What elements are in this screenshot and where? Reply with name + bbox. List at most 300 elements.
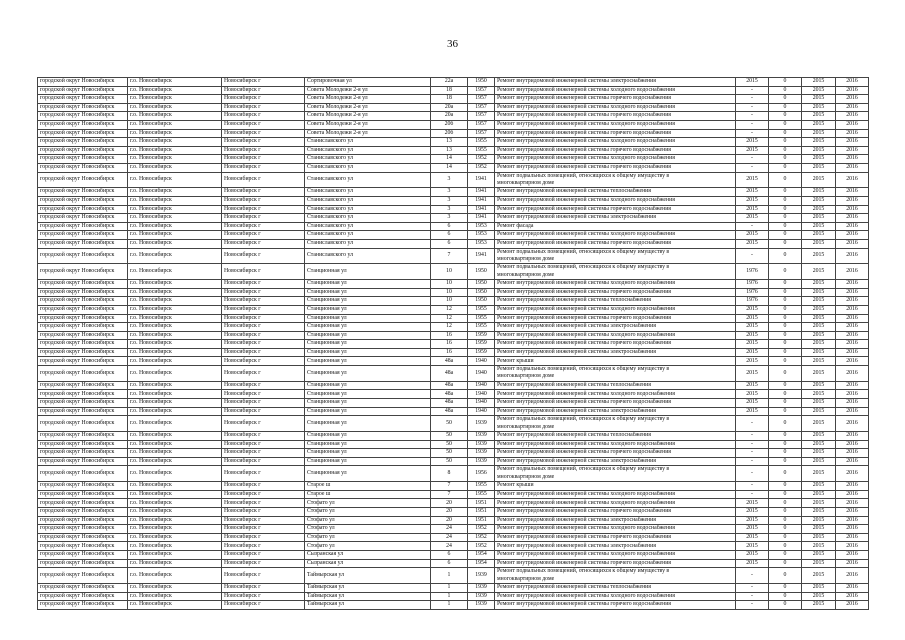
cell-city: Новосибирск г [222, 196, 305, 205]
cell-build-year: 1941 [468, 196, 495, 205]
cell-end-year: 2016 [836, 508, 869, 517]
cell-city: Новосибирск г [222, 172, 305, 188]
cell-district: городской округ Новосибирск [38, 163, 128, 172]
cell-municipality: г.о. Новосибирск [128, 288, 222, 297]
cell-prior-year: 2015 [736, 172, 769, 188]
cell-amount: 0 [769, 440, 802, 449]
cell-end-year: 2016 [836, 120, 869, 129]
cell-amount: 0 [769, 78, 802, 87]
cell-end-year: 2016 [836, 248, 869, 264]
table-row [38, 592, 869, 601]
cell-street: Станционная ул [305, 331, 431, 340]
cell-work-description: Ремонт подвальных помещений, относящихся к общему имуществу в многоквартирном доме [495, 248, 736, 264]
cell-district: городской округ Новосибирск [38, 466, 128, 482]
cell-street: Совета Молодежи 2-я ул [305, 86, 431, 95]
cell-prior-year: 2015 [736, 525, 769, 534]
cell-end-year: 2016 [836, 239, 869, 248]
table-row [38, 390, 869, 399]
cell-street: Совета Молодежи 2-я ул [305, 112, 431, 121]
cell-street: Стофато ул [305, 542, 431, 551]
cell-municipality: г.о. Новосибирск [128, 196, 222, 205]
cell-house-number: 20б [431, 129, 468, 138]
cell-street: Станиславского ул [305, 231, 431, 240]
cell-amount: 0 [769, 214, 802, 223]
cell-city: Новосибирск г [222, 559, 305, 568]
cell-street: Таймырская ул [305, 584, 431, 593]
cell-start-year: 2015 [802, 305, 836, 314]
cell-district: городской округ Новосибирск [38, 499, 128, 508]
cell-amount: 0 [769, 146, 802, 155]
cell-district: городской округ Новосибирск [38, 584, 128, 593]
cell-municipality: г.о. Новосибирск [128, 542, 222, 551]
cell-city: Новосибирск г [222, 239, 305, 248]
cell-city: Новосибирск г [222, 490, 305, 499]
cell-municipality: г.о. Новосибирск [128, 584, 222, 593]
cell-prior-year: 2015 [736, 407, 769, 416]
cell-house-number: 16 [431, 340, 468, 349]
cell-end-year: 2016 [836, 155, 869, 164]
cell-municipality: г.о. Новосибирск [128, 138, 222, 147]
cell-street: Сортировочная ул [305, 78, 431, 87]
cell-build-year: 1951 [468, 499, 495, 508]
cell-build-year: 1953 [468, 222, 495, 231]
cell-work-description: Ремонт внутридомовой инженерной системы теплоснабжения [495, 297, 736, 306]
cell-city: Новосибирск г [222, 482, 305, 491]
cell-district: городской округ Новосибирск [38, 416, 128, 432]
cell-build-year: 1950 [468, 297, 495, 306]
cell-prior-year: 2015 [736, 305, 769, 314]
table-row [38, 466, 869, 482]
cell-amount: 0 [769, 499, 802, 508]
cell-house-number: 10 [431, 288, 468, 297]
cell-build-year: 1955 [468, 305, 495, 314]
cell-prior-year: - [736, 155, 769, 164]
cell-district: городской округ Новосибирск [38, 222, 128, 231]
cell-district: городской округ Новосибирск [38, 138, 128, 147]
cell-street: Станционная ул [305, 449, 431, 458]
cell-district: городской округ Новосибирск [38, 559, 128, 568]
cell-build-year: 1939 [468, 584, 495, 593]
cell-city: Новосибирск г [222, 525, 305, 534]
cell-street: Станиславского ул [305, 138, 431, 147]
cell-work-description: Ремонт подвальных помещений, относящихся к общему имуществу в многоквартирном доме [495, 264, 736, 280]
cell-start-year: 2015 [802, 407, 836, 416]
cell-prior-year: 2015 [736, 331, 769, 340]
cell-municipality: г.о. Новосибирск [128, 490, 222, 499]
cell-municipality: г.о. Новосибирск [128, 533, 222, 542]
table-row [38, 288, 869, 297]
cell-amount: 0 [769, 399, 802, 408]
cell-work-description: Ремонт внутридомовой инженерной системы горячего водоснабжения [495, 205, 736, 214]
cell-district: городской округ Новосибирск [38, 551, 128, 560]
cell-build-year: 1939 [468, 568, 495, 584]
cell-house-number: 18 [431, 95, 468, 104]
table-row [38, 381, 869, 390]
cell-build-year: 1957 [468, 103, 495, 112]
table-row [38, 357, 869, 366]
cell-work-description: Ремонт внутридомовой инженерной системы холодного водоснабжения [495, 390, 736, 399]
cell-city: Новосибирск г [222, 214, 305, 223]
table-row [38, 584, 869, 593]
cell-municipality: г.о. Новосибирск [128, 112, 222, 121]
cell-house-number: 13 [431, 146, 468, 155]
cell-amount: 0 [769, 231, 802, 240]
cell-end-year: 2016 [836, 138, 869, 147]
cell-end-year: 2016 [836, 112, 869, 121]
cell-prior-year: 2015 [736, 390, 769, 399]
cell-work-description: Ремонт внутридомовой инженерной системы электроснабжения [495, 78, 736, 87]
cell-amount: 0 [769, 416, 802, 432]
cell-house-number: 16 [431, 331, 468, 340]
cell-prior-year: 2015 [736, 499, 769, 508]
cell-amount: 0 [769, 516, 802, 525]
cell-city: Новосибирск г [222, 348, 305, 357]
cell-prior-year: 1976 [736, 297, 769, 306]
cell-prior-year: - [736, 416, 769, 432]
cell-amount: 0 [769, 248, 802, 264]
cell-build-year: 1955 [468, 323, 495, 332]
cell-prior-year: 2015 [736, 78, 769, 87]
cell-start-year: 2015 [802, 466, 836, 482]
cell-work-description: Ремонт внутридомовой инженерной системы электроснабжения [495, 323, 736, 332]
cell-work-description: Ремонт внутридомовой инженерной системы теплоснабжения [495, 381, 736, 390]
cell-start-year: 2015 [802, 155, 836, 164]
cell-district: городской округ Новосибирск [38, 366, 128, 382]
cell-house-number: 48а [431, 366, 468, 382]
table-row [38, 449, 869, 458]
cell-start-year: 2015 [802, 525, 836, 534]
cell-amount: 0 [769, 86, 802, 95]
cell-city: Новосибирск г [222, 95, 305, 104]
cell-amount: 0 [769, 568, 802, 584]
cell-city: Новосибирск г [222, 305, 305, 314]
cell-municipality: г.о. Новосибирск [128, 331, 222, 340]
cell-street: Станционная ул [305, 297, 431, 306]
cell-street: Станционная ул [305, 407, 431, 416]
cell-build-year: 1957 [468, 86, 495, 95]
cell-municipality: г.о. Новосибирск [128, 568, 222, 584]
cell-start-year: 2015 [802, 390, 836, 399]
cell-start-year: 2015 [802, 120, 836, 129]
cell-house-number: 10 [431, 264, 468, 280]
cell-amount: 0 [769, 305, 802, 314]
cell-amount: 0 [769, 297, 802, 306]
cell-prior-year: 2015 [736, 231, 769, 240]
cell-city: Новосибирск г [222, 112, 305, 121]
table-row [38, 542, 869, 551]
table-row [38, 112, 869, 121]
cell-municipality: г.о. Новосибирск [128, 340, 222, 349]
table-row [38, 533, 869, 542]
cell-street: Стофато ул [305, 516, 431, 525]
cell-start-year: 2015 [802, 138, 836, 147]
cell-prior-year: - [736, 440, 769, 449]
cell-start-year: 2015 [802, 331, 836, 340]
cell-build-year: 1952 [468, 525, 495, 534]
cell-prior-year: 2015 [736, 340, 769, 349]
cell-house-number: 1 [431, 601, 468, 610]
cell-amount: 0 [769, 482, 802, 491]
cell-district: городской округ Новосибирск [38, 288, 128, 297]
cell-build-year: 1953 [468, 239, 495, 248]
cell-house-number: 48а [431, 381, 468, 390]
cell-end-year: 2016 [836, 407, 869, 416]
cell-build-year: 1939 [468, 601, 495, 610]
table-row [38, 568, 869, 584]
cell-municipality: г.о. Новосибирск [128, 592, 222, 601]
cell-work-description: Ремонт внутридомовой инженерной системы холодного водоснабжения [495, 120, 736, 129]
cell-end-year: 2016 [836, 146, 869, 155]
cell-end-year: 2016 [836, 357, 869, 366]
cell-street: Станционная ул [305, 366, 431, 382]
cell-house-number: 50 [431, 449, 468, 458]
cell-prior-year: - [736, 95, 769, 104]
cell-district: городской округ Новосибирск [38, 264, 128, 280]
cell-build-year: 1959 [468, 331, 495, 340]
cell-street: Стофато ул [305, 508, 431, 517]
cell-work-description: Ремонт внутридомовой инженерной системы горячего водоснабжения [495, 239, 736, 248]
cell-amount: 0 [769, 112, 802, 121]
cell-house-number: 24 [431, 533, 468, 542]
cell-street: Станиславского ул [305, 146, 431, 155]
cell-work-description: Ремонт внутридомовой инженерной системы горячего водоснабжения [495, 95, 736, 104]
cell-work-description: Ремонт внутридомовой инженерной системы холодного водоснабжения [495, 525, 736, 534]
cell-end-year: 2016 [836, 103, 869, 112]
cell-municipality: г.о. Новосибирск [128, 466, 222, 482]
cell-amount: 0 [769, 323, 802, 332]
cell-street: Станционная ул [305, 399, 431, 408]
cell-amount: 0 [769, 457, 802, 466]
cell-street: Станционная ул [305, 432, 431, 441]
cell-end-year: 2016 [836, 499, 869, 508]
cell-amount: 0 [769, 129, 802, 138]
cell-municipality: г.о. Новосибирск [128, 155, 222, 164]
cell-house-number: 14 [431, 163, 468, 172]
cell-municipality: г.о. Новосибирск [128, 248, 222, 264]
cell-house-number: 10 [431, 280, 468, 289]
cell-street: Станционная ул [305, 288, 431, 297]
cell-city: Новосибирск г [222, 155, 305, 164]
cell-build-year: 1952 [468, 155, 495, 164]
cell-build-year: 1957 [468, 95, 495, 104]
cell-municipality: г.о. Новосибирск [128, 86, 222, 95]
cell-prior-year: 2015 [736, 314, 769, 323]
cell-work-description: Ремонт внутридомовой инженерной системы горячего водоснабжения [495, 399, 736, 408]
cell-district: городской округ Новосибирск [38, 542, 128, 551]
cell-build-year: 1939 [468, 592, 495, 601]
cell-work-description: Ремонт внутридомовой инженерной системы теплоснабжения [495, 432, 736, 441]
cell-end-year: 2016 [836, 129, 869, 138]
cell-municipality: г.о. Новосибирск [128, 432, 222, 441]
cell-city: Новосибирск г [222, 280, 305, 289]
cell-district: городской округ Новосибирск [38, 280, 128, 289]
cell-work-description: Ремонт внутридомовой инженерной системы горячего водоснабжения [495, 340, 736, 349]
cell-district: городской округ Новосибирск [38, 314, 128, 323]
cell-house-number: 50 [431, 457, 468, 466]
cell-end-year: 2016 [836, 440, 869, 449]
cell-street: Станиславского ул [305, 188, 431, 197]
cell-work-description: Ремонт внутридомовой инженерной системы холодного водоснабжения [495, 499, 736, 508]
cell-street: Станционная ул [305, 440, 431, 449]
cell-house-number: 18 [431, 86, 468, 95]
table-row [38, 138, 869, 147]
cell-district: городской округ Новосибирск [38, 525, 128, 534]
cell-street: Таймырская ул [305, 568, 431, 584]
cell-start-year: 2015 [802, 264, 836, 280]
cell-prior-year: - [736, 466, 769, 482]
cell-house-number: 3 [431, 188, 468, 197]
cell-prior-year: - [736, 482, 769, 491]
cell-district: городской округ Новосибирск [38, 508, 128, 517]
cell-street: Стофато ул [305, 533, 431, 542]
table-row [38, 314, 869, 323]
cell-work-description: Ремонт внутридомовой инженерной системы холодного водоснабжения [495, 138, 736, 147]
table-row [38, 366, 869, 382]
cell-work-description: Ремонт внутридомовой инженерной системы горячего водоснабжения [495, 314, 736, 323]
cell-district: городской округ Новосибирск [38, 103, 128, 112]
cell-end-year: 2016 [836, 457, 869, 466]
cell-district: городской округ Новосибирск [38, 357, 128, 366]
cell-amount: 0 [769, 508, 802, 517]
cell-work-description: Ремонт внутридомовой инженерной системы холодного водоснабжения [495, 305, 736, 314]
cell-city: Новосибирск г [222, 449, 305, 458]
cell-work-description: Ремонт подвальных помещений, относящихся к общему имуществу в многоквартирном доме [495, 416, 736, 432]
cell-start-year: 2015 [802, 457, 836, 466]
cell-street: Совета Молодежи 2-я ул [305, 95, 431, 104]
cell-city: Новосибирск г [222, 592, 305, 601]
cell-city: Новосибирск г [222, 432, 305, 441]
page-number: 36 [447, 38, 458, 50]
cell-street: Станиславского ул [305, 163, 431, 172]
cell-build-year: 1940 [468, 366, 495, 382]
cell-house-number: 20 [431, 508, 468, 517]
cell-municipality: г.о. Новосибирск [128, 314, 222, 323]
cell-start-year: 2015 [802, 592, 836, 601]
table-row [38, 129, 869, 138]
cell-end-year: 2016 [836, 288, 869, 297]
cell-district: городской округ Новосибирск [38, 323, 128, 332]
cell-district: городской округ Новосибирск [38, 196, 128, 205]
cell-city: Новосибирск г [222, 551, 305, 560]
cell-house-number: 3 [431, 196, 468, 205]
cell-city: Новосибирск г [222, 366, 305, 382]
cell-street: Станционная ул [305, 466, 431, 482]
cell-house-number: 12 [431, 323, 468, 332]
cell-prior-year: - [736, 584, 769, 593]
cell-street: Сызранская ул [305, 551, 431, 560]
table-row [38, 305, 869, 314]
cell-city: Новосибирск г [222, 399, 305, 408]
cell-build-year: 1952 [468, 163, 495, 172]
table-row [38, 196, 869, 205]
cell-municipality: г.о. Новосибирск [128, 516, 222, 525]
cell-start-year: 2015 [802, 584, 836, 593]
cell-build-year: 1950 [468, 264, 495, 280]
cell-street: Станционная ул [305, 390, 431, 399]
cell-build-year: 1950 [468, 78, 495, 87]
cell-build-year: 1941 [468, 214, 495, 223]
cell-municipality: г.о. Новосибирск [128, 214, 222, 223]
cell-start-year: 2015 [802, 146, 836, 155]
cell-municipality: г.о. Новосибирск [128, 78, 222, 87]
table-row [38, 188, 869, 197]
cell-end-year: 2016 [836, 314, 869, 323]
cell-amount: 0 [769, 449, 802, 458]
cell-work-description: Ремонт внутридомовой инженерной системы электроснабжения [495, 542, 736, 551]
cell-house-number: 20 [431, 516, 468, 525]
cell-house-number: 7 [431, 248, 468, 264]
table-row [38, 490, 869, 499]
cell-end-year: 2016 [836, 297, 869, 306]
cell-build-year: 1951 [468, 508, 495, 517]
cell-municipality: г.о. Новосибирск [128, 551, 222, 560]
cell-start-year: 2015 [802, 288, 836, 297]
cell-build-year: 1939 [468, 416, 495, 432]
cell-build-year: 1957 [468, 129, 495, 138]
cell-build-year: 1939 [468, 457, 495, 466]
cell-start-year: 2015 [802, 129, 836, 138]
cell-build-year: 1939 [468, 440, 495, 449]
cell-end-year: 2016 [836, 366, 869, 382]
cell-work-description: Ремонт внутридомовой инженерной системы холодного водоснабжения [495, 551, 736, 560]
cell-start-year: 2015 [802, 196, 836, 205]
table-row [38, 248, 869, 264]
cell-start-year: 2015 [802, 449, 836, 458]
cell-start-year: 2015 [802, 172, 836, 188]
cell-amount: 0 [769, 559, 802, 568]
cell-end-year: 2016 [836, 222, 869, 231]
cell-work-description: Ремонт внутридомовой инженерной системы электроснабжения [495, 348, 736, 357]
cell-municipality: г.о. Новосибирск [128, 348, 222, 357]
cell-district: городской округ Новосибирск [38, 457, 128, 466]
table-row [38, 407, 869, 416]
cell-start-year: 2015 [802, 416, 836, 432]
table-row [38, 559, 869, 568]
cell-amount: 0 [769, 381, 802, 390]
cell-end-year: 2016 [836, 163, 869, 172]
cell-start-year: 2015 [802, 248, 836, 264]
cell-prior-year: - [736, 449, 769, 458]
cell-work-description: Ремонт внутридомовой инженерной системы холодного водоснабжения [495, 592, 736, 601]
cell-district: городской округ Новосибирск [38, 248, 128, 264]
cell-district: городской округ Новосибирск [38, 568, 128, 584]
cell-district: городской округ Новосибирск [38, 601, 128, 610]
cell-build-year: 1955 [468, 314, 495, 323]
cell-district: городской округ Новосибирск [38, 78, 128, 87]
table-row [38, 323, 869, 332]
cell-city: Новосибирск г [222, 103, 305, 112]
table-row [38, 551, 869, 560]
cell-end-year: 2016 [836, 432, 869, 441]
cell-work-description: Ремонт подвальных помещений, относящихся к общему имуществу в многоквартирном доме [495, 366, 736, 382]
cell-city: Новосибирск г [222, 129, 305, 138]
cell-build-year: 1952 [468, 542, 495, 551]
table-row [38, 340, 869, 349]
cell-prior-year: 1976 [736, 264, 769, 280]
cell-end-year: 2016 [836, 95, 869, 104]
cell-work-description: Ремонт внутридомовой инженерной системы горячего водоснабжения [495, 601, 736, 610]
cell-municipality: г.о. Новосибирск [128, 95, 222, 104]
cell-house-number: 50 [431, 440, 468, 449]
cell-prior-year: 2015 [736, 381, 769, 390]
cell-amount: 0 [769, 340, 802, 349]
cell-start-year: 2015 [802, 533, 836, 542]
cell-start-year: 2015 [802, 482, 836, 491]
cell-house-number: 1 [431, 568, 468, 584]
cell-end-year: 2016 [836, 280, 869, 289]
cell-start-year: 2015 [802, 239, 836, 248]
cell-end-year: 2016 [836, 323, 869, 332]
